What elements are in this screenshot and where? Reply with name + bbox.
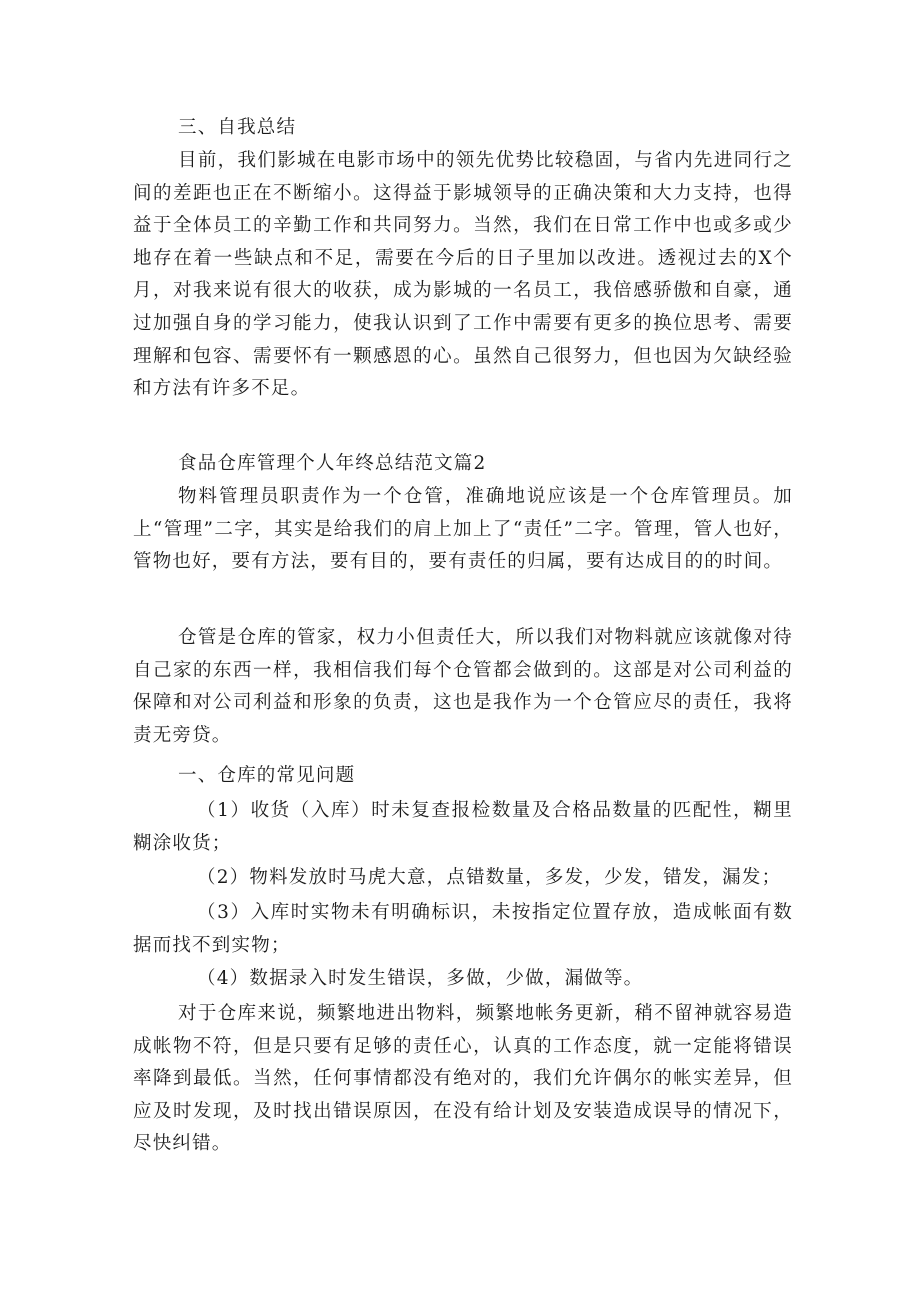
- problem-item-1: （1）收货（入库）时未复查报检数量及合格品数量的匹配性，糊里糊涂收货；: [133, 800, 793, 854]
- problem-item-4: （4）数据录入时发生错误，多做，少做，漏做等。: [197, 968, 644, 989]
- section-heading-self-summary: 三、自我总结: [178, 117, 297, 138]
- self-summary-paragraph: 目前，我们影城在电影市场中的领先优势比较稳固，与省内先进同行之间的差距也正在不断缩小。这得益于影城领导的正确决策和大力支持，也得益于全体员工的辛勤工作和共同努力。当然，我们在日常工作中也或多或少地存在着一些缺点和不足，需要在今后的日子里加以改进。透视过去的X个月，对我来说有很大的收获，成为影城的一名员工，我倍感骄傲和自豪，通过加强自身的学习能力，使我认识到了工作中需要有更多的换位思考、需要理解和包容、需要怀有一颗感恩的心。虽然自己很努力，但也因为欠缺经验和方法有许多不足。: [133, 150, 793, 400]
- problem-item-2: （2）物料发放时马虎大意，点错数量，多发，少发，错发，漏发；: [197, 867, 782, 888]
- common-problems-heading: 一、仓库的常见问题: [178, 765, 356, 786]
- intro-paragraph: 物料管理员职责作为一个仓管，准确地说应该是一个仓库管理员。加上“管理”二字，其实是给我们的肩上加上了“责任”二字。管理，管人也好，管物也好，要有方法，要有目的，要有责任的归属，要有达成目的的时间。: [133, 486, 793, 573]
- warehouse-keeper-paragraph: 仓管是仓库的管家，权力小但责任大，所以我们对物料就应该就像对待自己家的东西一样，我相信我们每个仓管都会做到的。这部是对公司利益的保障和对公司利益和形象的负责，这也是我作为一个仓管应尽的责任，我将责无旁贷。: [133, 627, 793, 746]
- article-title: 食品仓库管理个人年终总结范文篇2: [178, 453, 487, 474]
- problem-item-3: （3）入库时实物未有明确标识，未按指定位置存放，造成帐面有数据而找不到实物；: [133, 902, 793, 956]
- closing-paragraph: 对于仓库来说，频繁地进出物料，频繁地帐务更新，稍不留神就容易造成帐物不符，但是只要有足够的责任心，认真的工作态度，就一定能将错误率降到最低。当然，任何事情都没有绝对的，我们允许偶尔的帐实差异，但应及时发现，及时找出错误原因，在没有给计划及安装造成误导的情况下，尽快纠错。: [133, 1003, 793, 1155]
